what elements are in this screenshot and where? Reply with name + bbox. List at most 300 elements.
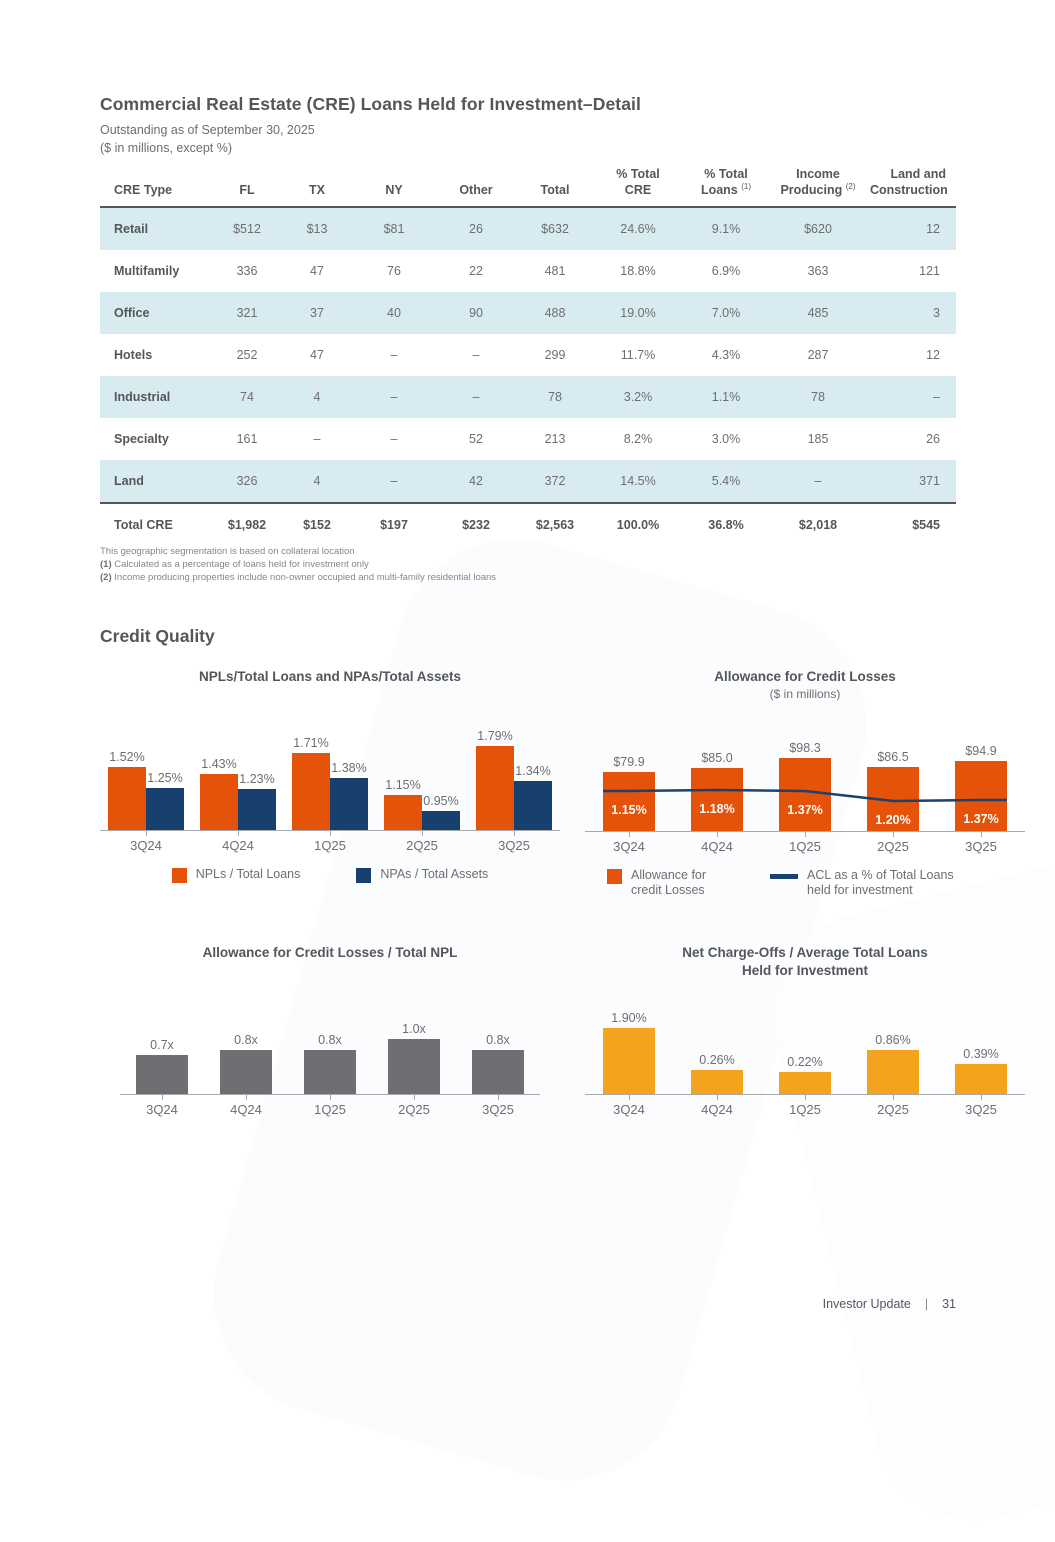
bar-value-label: 1.23%: [239, 771, 275, 786]
x-axis-labels: [585, 839, 1025, 854]
column-header: [212, 163, 282, 207]
column-header: [866, 163, 956, 207]
x-axis-label: 1Q25: [789, 1101, 821, 1117]
x-axis-label: 1Q25: [314, 837, 346, 853]
table-cell: 22: [469, 263, 483, 278]
bar-inner-label: 1.18%: [699, 801, 735, 816]
bar: [691, 1070, 743, 1094]
bar-group: [200, 757, 238, 830]
table-cell: $632: [541, 221, 569, 236]
row-label: Land: [114, 473, 144, 488]
bar: [955, 1064, 1007, 1094]
legend-item: [770, 868, 954, 899]
table-body: [100, 207, 956, 546]
table-cell: –: [933, 389, 940, 404]
footnote-line: [100, 571, 496, 584]
axis-tick: [893, 832, 894, 837]
row-label: Office: [114, 305, 150, 320]
table-cell: 1.1%: [711, 389, 741, 404]
table-cell: 321: [236, 305, 258, 320]
chart-slot: [284, 736, 376, 830]
legend-item: [356, 867, 488, 883]
chart-slot: [937, 1047, 1025, 1094]
bar: [388, 1039, 440, 1094]
axis-tick: [805, 1095, 806, 1100]
footnote-text: Income producing properties include non-owner occupied and multi-family residential loans: [114, 572, 497, 584]
bar-group: [603, 1011, 655, 1094]
chart-slot: [849, 750, 937, 831]
table-cell: 5.4%: [711, 473, 741, 488]
table-cell: –: [390, 473, 398, 488]
column-header: [770, 163, 866, 207]
chart-slot: [761, 1055, 849, 1094]
bar-value-label: 0.8x: [486, 1032, 510, 1047]
bar-group: [779, 741, 831, 831]
bar-inner-label: 1.37%: [963, 811, 999, 826]
x-axis-label: 4Q24: [701, 838, 733, 854]
x-axis: [120, 1094, 540, 1101]
table-cell: 52: [469, 431, 483, 446]
table-cell: 11.7%: [620, 347, 656, 362]
table-cell: 213: [544, 431, 566, 446]
chart-title-line2: Held for Investment: [741, 962, 869, 978]
chart-slot: [673, 751, 761, 831]
bar-group: [146, 771, 184, 830]
x-axis-label: 3Q25: [965, 1101, 997, 1117]
table-cell: 74: [240, 389, 254, 404]
chart-slot: [849, 1033, 937, 1094]
table-cell: $1,982: [227, 517, 267, 532]
bar-group: [384, 778, 422, 830]
table-cell: $81: [383, 221, 405, 236]
x-axis-label: 4Q24: [701, 1101, 733, 1117]
table-cell: 100.0%: [616, 517, 660, 532]
table-cell: $197: [380, 517, 408, 532]
legend-square-swatch: [172, 868, 187, 883]
footnote-line: [100, 558, 496, 571]
table-cell: 18.8%: [620, 263, 656, 278]
x-axis-label: 2Q25: [398, 1101, 430, 1117]
footnote-ref: (2): [845, 182, 856, 192]
bar-value-label: 1.38%: [331, 760, 367, 775]
table-cell: 42: [469, 473, 483, 488]
page-subtitle-date: Outstanding as of September 30, 2025: [100, 123, 315, 137]
column-header-line: CRE Type: [114, 183, 173, 198]
bar-inner-label: 1.15%: [611, 802, 647, 817]
table-cell: 37: [310, 305, 324, 320]
bar: [603, 772, 655, 831]
axis-tick: [981, 832, 982, 837]
table-cell: –: [472, 389, 480, 404]
axis-tick: [330, 1095, 331, 1100]
table-cell: 161: [236, 431, 258, 446]
column-header-line: NY: [385, 183, 403, 198]
bar-value-label: $98.3: [789, 740, 821, 755]
column-header-line: Income: [796, 167, 840, 181]
axis-tick: [717, 832, 718, 837]
column-header: [100, 163, 212, 207]
table-cell: 4: [313, 389, 321, 404]
legend-item: [172, 867, 301, 883]
table-cell: –: [472, 347, 480, 362]
chart-plot: [100, 690, 560, 830]
bar-value-label: 1.71%: [293, 735, 329, 750]
column-header-line: Loans $^{(1)}$: [700, 182, 752, 198]
footnote-text: Calculated as a percentage of loans held for investment only: [114, 559, 369, 571]
column-header: [352, 163, 436, 207]
table-cell: 8.2%: [623, 431, 653, 446]
bar: [472, 1050, 524, 1094]
table-cell: –: [814, 473, 822, 488]
bar-value-label: 0.8x: [318, 1032, 342, 1047]
table-cell: 36.8%: [708, 517, 744, 532]
column-header-line: FL: [239, 183, 255, 198]
bar-group: [691, 751, 743, 831]
x-axis-labels: [585, 1102, 1025, 1117]
table-cell: 485: [807, 305, 829, 320]
cre-table: [100, 163, 956, 546]
bar-group: [472, 1033, 524, 1094]
bar: [330, 778, 368, 830]
table-cell: 252: [236, 347, 258, 362]
table-cell: 47: [310, 263, 324, 278]
bar: [238, 789, 276, 830]
bar-value-label: 0.39%: [963, 1046, 999, 1061]
bar: [779, 758, 831, 831]
row-label: Hotels: [114, 347, 153, 362]
table-cell: 3.0%: [711, 431, 741, 446]
x-axis-label: 3Q24: [130, 837, 162, 853]
legend-square-swatch: [607, 869, 622, 884]
axis-tick: [717, 1095, 718, 1100]
footnote-prefix: (2): [100, 572, 112, 584]
bar-group: [691, 1053, 743, 1094]
chart-slot: [372, 1022, 456, 1094]
row-label: Industrial: [114, 389, 171, 404]
bar-group: [955, 1047, 1007, 1094]
bar-value-label: 1.90%: [611, 1010, 647, 1025]
chart-plot: [120, 966, 540, 1094]
bar: [108, 767, 146, 830]
chart-subtitle: ($ in millions): [769, 686, 841, 701]
row-label: Specialty: [114, 431, 169, 446]
chart-slot: [456, 1033, 540, 1094]
chart-slot: [761, 741, 849, 831]
table-cell: 3.2%: [623, 389, 653, 404]
table-row: [100, 207, 956, 250]
bar-group: [514, 764, 552, 830]
bar-group: [476, 729, 514, 830]
table-cell: 7.0%: [711, 305, 741, 320]
bar-value-label: $86.5: [877, 749, 909, 764]
x-axis-label: 3Q24: [613, 1101, 645, 1117]
chart-legend: [100, 867, 560, 883]
x-axis-labels: [100, 838, 560, 853]
table-row: [100, 334, 956, 376]
bar-value-label: 0.95%: [423, 793, 459, 808]
table-cell: 12: [926, 347, 940, 362]
table-cell: 185: [807, 431, 829, 446]
chart-legend: [585, 868, 1025, 899]
table-cell: 4.3%: [711, 347, 741, 362]
chart-slot: [204, 1033, 288, 1094]
table-row: [100, 460, 956, 503]
bar-group: [867, 750, 919, 831]
cre-table-wrap: [100, 163, 956, 546]
footnote-prefix: (1): [100, 559, 112, 571]
bar: [691, 768, 743, 831]
table-cell: 47: [310, 347, 324, 362]
legend-item: [607, 868, 706, 899]
chart-title: NPLs/Total Loans and NPAs/Total Assets: [198, 669, 462, 684]
bar-group: [422, 794, 460, 830]
table-cell: 121: [919, 263, 940, 278]
axis-tick: [498, 1095, 499, 1100]
table-cell: 287: [807, 347, 829, 362]
bar-value-label: $79.9: [613, 754, 645, 769]
column-header-line: Land and: [890, 167, 946, 181]
table-cell: 488: [544, 305, 566, 320]
footnote-line: [100, 545, 496, 558]
axis-tick: [805, 832, 806, 837]
page-subtitle-units: ($ in millions, except %): [100, 141, 232, 155]
column-header: [516, 163, 594, 207]
table-cell: 26: [926, 431, 940, 446]
footer-label: Investor Update: [822, 1297, 911, 1311]
row-label: Multifamily: [114, 263, 180, 278]
bar-value-label: 1.34%: [515, 763, 551, 778]
x-axis-label: 3Q24: [613, 838, 645, 854]
table-footnotes: [100, 545, 496, 584]
legend-label: ACL as a % of Total Loans held for investment: [807, 867, 954, 898]
bar: [304, 1050, 356, 1094]
column-header: [682, 163, 770, 207]
x-axis-label: 1Q25: [789, 838, 821, 854]
chart-net-charge-offs: [585, 944, 1025, 1117]
bar-group: [867, 1033, 919, 1094]
table-cell: –: [390, 431, 398, 446]
bar: [779, 1072, 831, 1094]
table-cell: 372: [544, 473, 566, 488]
chart-plot: [585, 984, 1025, 1094]
column-header-line: Other: [459, 183, 493, 198]
table-cell: $512: [233, 221, 261, 236]
chart-title: Net Charge-Offs / Average Total Loans: [682, 945, 928, 960]
table-cell: –: [390, 389, 398, 404]
x-axis: [100, 830, 560, 837]
bar-group: [779, 1055, 831, 1094]
legend-square-swatch: [356, 868, 371, 883]
legend-label: NPAs / Total Assets: [380, 866, 489, 881]
table-cell: 12: [926, 221, 940, 236]
table-cell: 363: [807, 263, 829, 278]
table-row: [100, 376, 956, 418]
bar-value-label: $94.9: [965, 743, 997, 758]
chart-allowance-credit-losses: [585, 668, 1025, 899]
axis-tick: [981, 1095, 982, 1100]
bar-value-label: 0.86%: [875, 1032, 911, 1047]
chart-npl-npa: [100, 668, 560, 883]
x-axis-label: 2Q25: [877, 1101, 909, 1117]
x-axis-label: 1Q25: [314, 1101, 346, 1117]
table-row: [100, 503, 956, 546]
column-header: [436, 163, 516, 207]
bar-group: [220, 1033, 272, 1094]
chart-slot: [120, 1038, 204, 1094]
column-header-line: Producing $^{(2)}$: [780, 182, 856, 198]
row-label: Total CRE: [114, 517, 173, 532]
bar-group: [108, 750, 146, 830]
bar-group: [330, 761, 368, 830]
row-label: Retail: [114, 221, 149, 236]
table-cell: $545: [912, 517, 940, 532]
section-title-credit-quality: Credit Quality: [100, 626, 215, 646]
table-cell: 76: [387, 263, 401, 278]
bar: [476, 746, 514, 830]
table-cell: 90: [469, 305, 483, 320]
x-axis: [585, 831, 1025, 838]
table-cell: 481: [544, 263, 566, 278]
bar-value-label: 1.52%: [109, 749, 145, 764]
bar: [867, 767, 919, 831]
bar-value-label: $85.0: [701, 750, 733, 765]
chart-slot: [376, 778, 468, 830]
bar: [603, 1028, 655, 1094]
bar: [136, 1055, 188, 1094]
bar-group: [603, 755, 655, 831]
axis-tick: [330, 831, 331, 836]
bar: [200, 774, 238, 830]
bar: [220, 1050, 272, 1094]
chart-title: Allowance for Credit Losses: [714, 669, 896, 684]
axis-tick: [146, 831, 147, 836]
table-cell: 78: [811, 389, 825, 404]
bar: [146, 788, 184, 830]
bar-value-label: 0.7x: [150, 1037, 174, 1052]
legend-label: Allowance for credit Losses: [631, 867, 707, 898]
table-cell: 3: [933, 305, 940, 320]
axis-tick: [629, 1095, 630, 1100]
bar-group: [955, 744, 1007, 831]
chart-title: Allowance for Credit Losses / Total NPL: [202, 945, 458, 960]
bar-value-label: 0.8x: [234, 1032, 258, 1047]
bar: [384, 795, 422, 830]
table-row: [100, 418, 956, 460]
column-header-line: TX: [309, 183, 325, 198]
chart-slot: [673, 1053, 761, 1094]
bar: [292, 753, 330, 830]
bar-value-label: 1.43%: [201, 756, 237, 771]
table-cell: 9.1%: [711, 221, 741, 236]
x-axis-label: 2Q25: [877, 838, 909, 854]
bar-inner-label: 1.37%: [787, 802, 823, 817]
chart-slot: [192, 757, 284, 830]
bar-group: [388, 1022, 440, 1094]
axis-tick: [414, 1095, 415, 1100]
table-row: [100, 292, 956, 334]
chart-slot: [585, 755, 673, 831]
table-cell: $2,018: [798, 517, 838, 532]
x-axis-label: 3Q25: [498, 837, 530, 853]
axis-tick: [893, 1095, 894, 1100]
bar-value-label: 0.26%: [699, 1052, 735, 1067]
table-row: [100, 250, 956, 292]
page-title: Commercial Real Estate (CRE) Loans Held for Investment–Detail: [100, 94, 641, 114]
table-cell: 4: [313, 473, 321, 488]
bar: [955, 761, 1007, 831]
footer-divider: |: [924, 1297, 929, 1311]
chart-slot: [468, 729, 560, 830]
axis-tick: [238, 831, 239, 836]
table-cell: 299: [544, 347, 566, 362]
page-footer: [0, 1297, 956, 1311]
x-axis-label: 3Q25: [965, 838, 997, 854]
bar: [422, 811, 460, 830]
table-cell: $152: [303, 517, 331, 532]
chart-slot: [585, 1011, 673, 1094]
bar-group: [238, 772, 276, 830]
bar-inner-label: 1.20%: [875, 812, 911, 827]
legend-line-swatch: [770, 874, 798, 879]
bar-value-label: 1.15%: [385, 777, 421, 792]
bar-group: [304, 1033, 356, 1094]
chart-slot: [288, 1033, 372, 1094]
table-cell: 14.5%: [620, 473, 656, 488]
column-header-line: % Total: [704, 167, 748, 181]
column-header: [594, 163, 682, 207]
axis-tick: [422, 831, 423, 836]
bar: [514, 781, 552, 830]
bar: [867, 1050, 919, 1094]
footnote-ref: (1): [741, 182, 752, 192]
table-cell: 371: [919, 473, 940, 488]
table-cell: 6.9%: [711, 263, 741, 278]
axis-tick: [629, 832, 630, 837]
bar-value-label: 1.25%: [147, 770, 183, 785]
table-cell: $232: [462, 517, 490, 532]
bar-value-label: 1.0x: [402, 1021, 426, 1036]
table-cell: 26: [469, 221, 483, 236]
x-axis-labels: [120, 1102, 540, 1117]
x-axis-label: 4Q24: [230, 1101, 262, 1117]
x-axis-label: 4Q24: [222, 837, 254, 853]
axis-tick: [162, 1095, 163, 1100]
table-cell: 326: [236, 473, 258, 488]
footer-page-number: 31: [942, 1297, 956, 1311]
chart-slot: [100, 750, 192, 830]
table-cell: 78: [548, 389, 562, 404]
bar-group: [136, 1038, 188, 1094]
x-axis-label: 2Q25: [406, 837, 438, 853]
bar-group: [292, 736, 330, 830]
column-header-line: Total: [540, 183, 570, 198]
x-axis: [585, 1094, 1025, 1101]
table-cell: $2,563: [535, 517, 575, 532]
legend-label: NPLs / Total Loans: [195, 866, 301, 881]
table-cell: –: [390, 347, 398, 362]
table-cell: $13: [306, 221, 328, 236]
column-header: [282, 163, 352, 207]
table-header: [100, 163, 956, 207]
bar-value-label: 0.22%: [787, 1054, 823, 1069]
column-header-line: % Total: [616, 167, 660, 181]
table-cell: 24.6%: [620, 221, 656, 236]
chart-plot: [585, 705, 1025, 831]
footnote-text: This geographic segmentation is based on collateral location: [100, 546, 355, 557]
column-header-line: CRE: [624, 183, 652, 198]
bar-value-label: 1.79%: [477, 728, 513, 743]
chart-acl-total-npl: [120, 944, 540, 1117]
